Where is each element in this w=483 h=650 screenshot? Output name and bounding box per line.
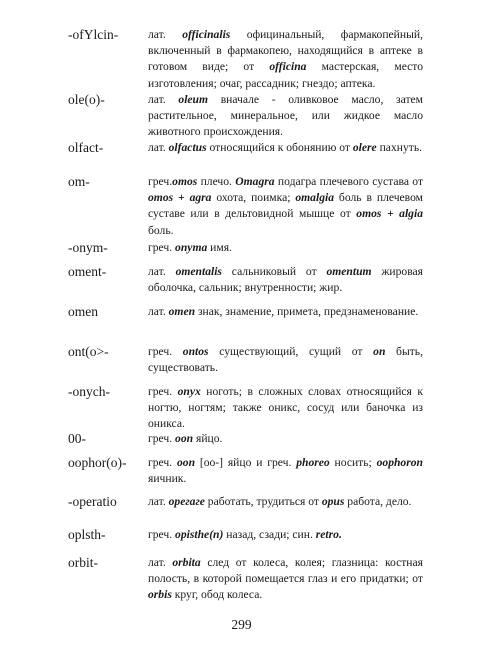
entry-term: oment-	[68, 264, 107, 279]
definition-keyword: Omagra	[235, 175, 275, 188]
definition-text: лат.	[148, 93, 179, 106]
definition-keyword: onyma	[175, 241, 208, 254]
definition-text: лат.	[148, 305, 169, 318]
entry-term: -onym-	[68, 240, 108, 255]
entry-definition	[148, 240, 423, 256]
definition-text: жировая оболочка, сальник; внутренности; жир.	[148, 265, 424, 295]
definition-keyword: orbis	[148, 588, 172, 602]
entry-term: orbit-	[68, 555, 98, 570]
definition-text: греч.	[148, 385, 178, 398]
definition-text: носить;	[329, 456, 377, 469]
definition-text: быть, существовать.	[148, 345, 423, 375]
definition-keyword: on	[373, 345, 386, 358]
definition-text: лат.	[148, 28, 183, 41]
definition-text: официнальный, фармакопейный, включенный в фармакопею, находящийся в аптеке в готовом виде; от	[148, 28, 423, 74]
definition-text: боль в плечевом суставе или в дельтовидной мышце от	[148, 191, 423, 221]
definition-keyword: omalgia	[295, 191, 335, 205]
definition-keyword: opus	[321, 495, 345, 508]
entry-definition	[148, 92, 423, 141]
definition-text: сальниковый от	[221, 265, 327, 278]
definition-text: греч.	[148, 241, 176, 254]
definition-text: работа, дело.	[344, 495, 412, 508]
definition-keyword: omentalis	[175, 265, 222, 278]
definition-text: существующий, сущий от	[208, 345, 374, 358]
definition-keyword: ontos	[182, 345, 209, 358]
entry-term: -operatio	[68, 494, 117, 509]
definition-text: пахнуть.	[376, 141, 423, 154]
entry-term: ole(o)-	[68, 92, 105, 107]
definition-text: яйцо.	[193, 432, 223, 445]
definition-keyword: officinalis	[182, 28, 231, 41]
definition-text: лат.	[148, 265, 176, 278]
definition-keyword: onyx	[177, 385, 201, 398]
definition-keyword: retro.	[315, 528, 342, 541]
entry-term: ont(o>-	[68, 344, 109, 359]
definition-text: лат.	[148, 495, 169, 508]
definition-text: лат.	[148, 141, 169, 154]
definition-text: ноготь; в сложных словах относящийся к ногтю, ногтям; также оникс, сосуд или баночка из оникса.	[148, 385, 423, 431]
entry-term: oplsth-	[68, 527, 106, 542]
definition-text: греч.	[148, 456, 177, 469]
definition-text: плечо.	[197, 175, 236, 188]
page-number: 299	[231, 617, 252, 632]
definition-text: лат.	[148, 556, 173, 569]
definition-keyword: oleum	[178, 93, 209, 106]
definition-text: назад, сзади; син.	[223, 528, 316, 541]
definition-text: работать, трудиться от	[204, 495, 322, 508]
entry-term: om-	[68, 174, 90, 189]
entry-term: -ofYlcin-	[68, 27, 119, 42]
entry-definition	[148, 431, 423, 447]
definition-keyword: oon	[176, 456, 196, 469]
definition-text: греч.	[148, 528, 176, 541]
definition-keyword: olfactus	[168, 141, 207, 154]
definition-text: охота, поимка;	[211, 191, 296, 205]
entry-definition	[148, 264, 423, 296]
entry-definition	[148, 304, 423, 320]
entry-term: oophor(o)-	[68, 455, 127, 470]
definition-text: яичник.	[148, 472, 187, 486]
entry-definition	[148, 455, 423, 487]
definition-keyword: omen	[168, 305, 196, 318]
definition-keyword: орегаге	[168, 495, 205, 508]
definition-keyword: oon	[175, 432, 194, 445]
entry-definition	[148, 527, 423, 543]
entry-definition	[148, 555, 423, 604]
entry-definition	[148, 494, 423, 510]
entry-term: 00-	[68, 431, 86, 446]
definition-text: круг, обод колеса.	[171, 588, 263, 602]
definition-keyword: omos + algia	[356, 207, 423, 221]
entry-definition	[148, 140, 423, 156]
definition-text: [оо-] яйцо и греч.	[195, 456, 297, 469]
definition-text: подагра плечевого сустава от	[274, 175, 424, 188]
entry-definition	[148, 174, 423, 239]
definition-text: знак, знамение, примета, предзнаменование.	[195, 305, 419, 318]
definition-keyword: omos	[172, 175, 198, 188]
definition-text: греч.	[148, 175, 173, 188]
definition-keyword: olere	[352, 141, 377, 154]
entry-term: -onych-	[68, 384, 110, 399]
entry-definition	[148, 27, 423, 92]
definition-keyword: orbita	[172, 556, 201, 569]
definition-text: след от колеса, колея; глазница: костная полость, в которой помещается глаз и его придатки; от	[148, 556, 423, 586]
entry-definition	[148, 344, 423, 376]
definition-text: греч.	[148, 432, 176, 445]
entry-term: omen	[68, 304, 98, 319]
definition-text: мастерская, место изготовления; очаг, рассадник; гнездо; аптека.	[148, 60, 424, 90]
entry-definition	[148, 384, 423, 433]
definition-text: вначале - оливковое масло, затем растительное, минеральное, или жидкое масло животного происхождения.	[148, 93, 424, 139]
definition-text: греч.	[148, 345, 183, 358]
definition-keyword: phoreo	[296, 456, 330, 469]
entry-term: olfact-	[68, 140, 104, 155]
definition-text: боль.	[148, 223, 174, 237]
definition-keyword: opisthe(n)	[175, 528, 224, 541]
definition-text: имя.	[207, 241, 232, 254]
definition-text: относящийся к обонянию от	[206, 141, 353, 154]
definition-keyword: omos + agra	[148, 191, 212, 205]
definition-keyword: oophoron	[376, 456, 423, 469]
definition-keyword: officina	[269, 60, 307, 74]
definition-keyword: omentum	[326, 265, 372, 278]
